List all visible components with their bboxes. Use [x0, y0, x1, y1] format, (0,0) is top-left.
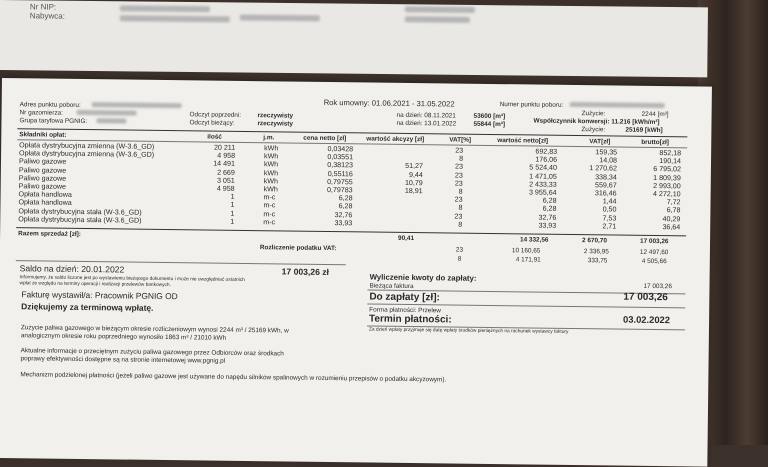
table-cell: 316,46 [594, 189, 617, 198]
do-zaplaty-value: 17 003,26 [623, 291, 668, 304]
table-body [0, 141, 701, 235]
grupa-label: Grupa taryfowa PGNIG: [19, 117, 88, 126]
redacted-text [240, 15, 320, 22]
na-dzien-2: na dzień: 13.01.2022 [396, 119, 457, 128]
column-cena [300, 145, 353, 228]
col-header-cena: cena netto [zł] [303, 134, 347, 143]
table-cell: 5 524,40 [529, 163, 557, 173]
zuzycie-kwh-label: Zużycie: [581, 126, 606, 134]
column-netto [510, 147, 557, 229]
redacted-text [77, 110, 137, 116]
zuzycie-m3-label: Zużycie: [581, 110, 606, 118]
table-cell: 692,83 [535, 147, 558, 156]
table-cell: 0,50 [602, 205, 617, 214]
odczyt-2-m3: 55844 [m³] [473, 120, 506, 129]
col-header-akcyza: wartość akcyzy [zł] [366, 135, 425, 144]
table-cell: 7,53 [602, 213, 617, 223]
table-cell: 23 [455, 146, 464, 155]
column-brutto [630, 149, 681, 231]
saldo-note-2: wpłat ze względu na terminy operacji i realizacji przelewów bankowych. [19, 281, 171, 289]
redacted-text [405, 6, 475, 13]
razem-netto: 14 332,56 [520, 236, 549, 244]
table-cell: 0,03428 [327, 144, 354, 154]
odczyt-biezacy-value: rzeczywisty [257, 120, 294, 128]
numer-punktu-label: Numer punktu poboru: [499, 101, 564, 109]
invoice-top-sheet [0, 0, 708, 77]
saldo-label: Saldo na dzień: 20.01.2022 [19, 263, 125, 275]
faktura-wystawil: Fakturę wystawił/a: Pracownik PGNIG OD [21, 289, 178, 302]
odczyt-1-m3: 53600 [m³] [473, 112, 506, 121]
col-header-vat-zl: VAT[zł] [589, 138, 611, 146]
table-cell: Opłata handlowa [18, 190, 72, 199]
vat-row-23-vat: 2 336,95 [583, 248, 609, 256]
table-cell: 2 669 [217, 168, 235, 177]
table-cell: Opłata dystrybucyjna zmienna (W-3.6_GD) [19, 141, 155, 151]
nabywca-label: Nabywca: [29, 11, 66, 21]
table-cell: 6,28 [338, 194, 353, 203]
table-cell: 0,38123 [327, 161, 354, 170]
table-cell: Paliwo gazowe [18, 165, 67, 175]
table-cell: 10,79 [404, 178, 423, 187]
table-cell: Opłata dystrybucyjna zmienna (W-3.6_GD) [19, 149, 155, 160]
okres-rozliczeniowy: Rok umowny: 01.06.2021 - 31.05.2022 [323, 97, 455, 109]
table-cell [380, 219, 422, 228]
table-cell: 9,44 [408, 170, 423, 179]
na-dzien-1: na dzień: 08.11.2021 [396, 111, 456, 120]
vat-row-23-brutto: 12 497,60 [639, 248, 669, 257]
table-cell: 6,28 [542, 196, 557, 205]
forma-platnosci: Forma płatności: Przelew [369, 306, 441, 315]
vat-row-8-brutto: 4 505,66 [641, 257, 667, 266]
zuzycie-info-1: Zużycie paliwa gazowego w bieżącym okresie rozliczeniowym wynosi 2244 m³ / 25169 kWh, w [20, 324, 289, 335]
table-cell: 4 958 [216, 184, 235, 193]
razem-label: Razem sprzedaż [zł]: [18, 230, 81, 238]
col-header-brutto: brutto[zł] [641, 138, 669, 147]
table-cell: 0,03551 [327, 153, 354, 162]
table-cell: kWh [264, 144, 279, 153]
column-vat-pct [440, 146, 463, 228]
table-cell: 852,18 [659, 149, 682, 158]
zuzycie-info-2: analogicznym okresie roku poprzedniego wynosiło 1863 m³ / 21010 kWh [20, 332, 227, 342]
dziekujemy: Dziękujemy za terminową wpłatę. [21, 301, 154, 313]
vat-row-8-rate: 8 [457, 255, 462, 263]
redacted-text [405, 16, 470, 23]
zuzycie-m3-value: 2244 [m³] [641, 110, 669, 119]
table-cell: 159,35 [595, 148, 618, 157]
table-cell: 6,28 [338, 202, 353, 211]
table-cell: 4 272,10 [652, 189, 681, 199]
table-cell: 1 [230, 201, 235, 210]
vat-row-8-netto: 4 171,91 [515, 256, 541, 264]
table-cell: 3 051 [216, 176, 235, 185]
table-cell: 32,76 [334, 210, 353, 219]
redacted-text [120, 15, 230, 22]
table-cell: m-c [263, 193, 276, 202]
table-cell: 3 955,64 [528, 188, 557, 197]
termin-label: Termin płatności: [369, 313, 452, 326]
table-cell: 6 795,02 [653, 165, 681, 174]
do-zaplaty-label: Do zapłaty [zł]: [369, 291, 440, 304]
table-cell: 23 [454, 179, 463, 188]
aktualne-info-2: poprawy efektywności dostępne są na stronie internetowej www.pgnig.pl [20, 355, 226, 365]
table-cell: 1 [230, 217, 235, 226]
table-cell: 2 993,00 [653, 181, 681, 191]
vat-row-23-rate: 23 [455, 246, 464, 254]
wspolczynnik-konwersji: Współczynnik konwersji: 11.216 [kWh/m³] [533, 117, 660, 127]
table-cell: kWh [263, 168, 279, 177]
table-cell: 0,55116 [327, 169, 353, 178]
table-cell: kWh [264, 152, 279, 161]
table-cell: 0,79755 [327, 177, 353, 187]
table-cell: 8 [458, 187, 463, 196]
column-skladniki [18, 141, 194, 225]
table-cell: 6,28 [542, 204, 557, 214]
table-cell: 18,91 [404, 186, 423, 196]
column-vat-zl [568, 148, 617, 230]
table-cell: 20 211 [213, 143, 236, 152]
table-cell: 1 [230, 209, 235, 218]
table-cell: 0,79783 [326, 185, 353, 195]
table-cell: 14,08 [599, 156, 618, 165]
razem-akcyza: 90,41 [398, 234, 415, 243]
table-cell: m-c [263, 201, 276, 210]
table-cell: m-c [263, 217, 276, 227]
table-cell: 6,78 [666, 206, 681, 215]
aktualne-info-1: Aktualne informacje o przeciętnym zużyciu paliwa gazowego przez Odbiorców oraz środkach [20, 347, 284, 358]
table-cell: 176,06 [535, 155, 558, 164]
zuzycie-kwh-value: 25169 [kWh] [625, 126, 663, 135]
odczyt-biezacy-label: Odczyt bieżący: [189, 119, 235, 127]
table-cell: 8 [458, 220, 463, 229]
table-cell: kWh [263, 185, 278, 194]
termin-value: 03.02.2022 [623, 313, 671, 326]
mechanizm-info: Mechanizm podzielonej płatności (jeżeli paliwo gazowe jest używane do napędu silników spalinowych w rozumieniu przepisów o podatku akcyzowym). [20, 371, 447, 384]
table-cell: 2,71 [602, 222, 617, 231]
wyliczenie-label: Wyliczenie kwoty do zapłaty: [369, 272, 477, 283]
table-cell: 23 [454, 171, 463, 180]
table-cell: 33,93 [538, 221, 557, 230]
column-ilosc [190, 143, 235, 225]
table-cell: Opłata dystrybucyjna stała (W-3.6_GD) [18, 214, 142, 225]
table-cell: 23 [454, 195, 463, 204]
vat-row-23-netto: 10 160,65 [511, 247, 541, 255]
table-cell: 36,64 [662, 222, 681, 231]
biezaca-faktura-label: Bieżąca faktura [369, 282, 414, 291]
column-akcyza [380, 146, 423, 228]
column-jm [263, 144, 294, 226]
table-cell: m-c [263, 209, 276, 218]
table-cell: 1 270,62 [589, 164, 617, 173]
table-cell: Opłata handlowa [18, 198, 72, 208]
col-header-jm: j.m. [263, 134, 275, 142]
rozliczenie-vat-label: Rozliczenie podatku VAT: [259, 244, 337, 253]
table-cell: 40,29 [662, 214, 681, 223]
redacted-text [120, 5, 210, 12]
table-cell: 14 491 [213, 159, 236, 169]
redacted-text [96, 118, 126, 123]
razem-brutto: 17 003,26 [640, 237, 669, 246]
table-cell: 559,67 [594, 181, 617, 190]
table-cell: 1,44 [602, 197, 617, 206]
saldo-value: 17 003,26 zł [281, 266, 330, 278]
table-cell: 8 [458, 203, 463, 212]
col-header-vat-pct: VAT[%] [449, 136, 472, 144]
redacted-text [570, 102, 665, 108]
invoice-sheet [0, 78, 712, 467]
col-header-ilosc: ilość [207, 133, 222, 141]
table-cell: 23 [454, 212, 463, 221]
saldo-note-1: Informujemy, że saldo liczone jest po wystawieniu bieżącego dokumentu i może nie uwzględniać ostatnich [19, 275, 245, 283]
table-cell: 190,14 [659, 157, 682, 166]
table-cell: 4 958 [217, 151, 236, 161]
nip-label: Nr NIP: [29, 2, 57, 12]
table-cell: Paliwo gazowe [18, 173, 67, 183]
vat-row-8-vat: 333,75 [587, 257, 608, 265]
table-cell: 32,76 [538, 213, 557, 222]
table-cell: 1 471,05 [529, 172, 557, 181]
table-cell: 7,72 [666, 198, 681, 207]
gazomierz-label: Nr gazomierza: [19, 109, 63, 117]
table-cell: 1 [230, 192, 235, 201]
table-cell: kWh [263, 176, 278, 186]
odczyt-poprzedni-value: rzeczywisty [257, 112, 294, 120]
termin-note: Za dzień wpłaty przyjmuje się datę wpłaty środków pieniężnych na rachunek wystawcy faktury [368, 327, 569, 335]
col-header-netto: wartość netto[zł] [497, 137, 549, 145]
table-cell: 8 [459, 154, 464, 163]
col-header-skladniki: Składniki opłat: [19, 131, 67, 139]
table-cell: 51,27 [405, 162, 423, 171]
table-cell: kWh [263, 160, 279, 169]
table-cell: 2 433,33 [529, 180, 557, 189]
table-cell: Opłata dystrybucyjna stała (W-3.6_GD) [18, 206, 142, 217]
table-cell: Paliwo gazowe [18, 182, 67, 191]
biezaca-faktura-value: 17 003,26 [643, 282, 672, 291]
table-cell: 23 [455, 162, 463, 172]
table-cell: 338,34 [595, 172, 617, 182]
table-cell: Paliwo gazowe [18, 157, 67, 167]
adres-label: Adres punktu poboru: [19, 101, 81, 109]
table-cell: 33,93 [334, 218, 353, 227]
redacted-text [92, 102, 182, 108]
odczyt-poprzedni-label: Odczyt poprzedni: [189, 111, 242, 119]
table-cell: 1 809,39 [653, 173, 681, 182]
razem-vat: 2 670,70 [582, 237, 607, 245]
